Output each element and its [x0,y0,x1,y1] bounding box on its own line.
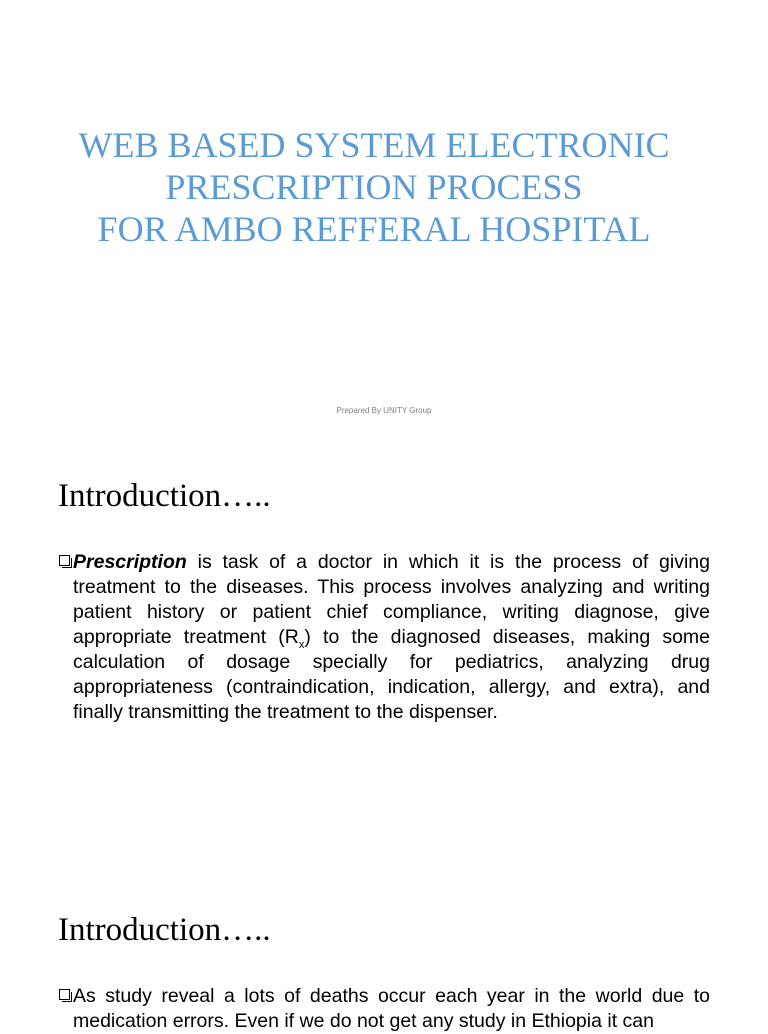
checkbox-square-icon [59,555,70,566]
bullet-paragraph [58,984,710,1034]
paragraph-text-part-2: ) to the diagnosed diseases, making some calculation of dosage specially for pediatrics, analyzing drug appropriateness (contraindication, indication, allergy, and extra), and finally transmitting the treatment to the dispenser. [73,626,711,723]
paragraph-text-part-1: is task of a doctor in which it is the process of giving treatment to the diseases. This process involves analyzing and writing patient history or patient chief compliance, writing diagnose, give appropriate treatment (R [73,551,710,648]
title-line-1: WEB BASED SYSTEM ELECTRONIC [78,125,670,165]
title-line-3: FOR AMBO REFFERAL HOSPITAL [97,209,651,249]
subscript-x: x [298,638,305,651]
slide-heading: Introduction….. [58,478,271,514]
presentation-title [0,124,748,250]
slide-heading: Introduction….. [58,912,271,948]
introduction-slide-1 [0,450,768,890]
prepared-by-text: Prepared By UNITY Group [336,406,432,415]
bullet-paragraph [58,550,710,725]
key-term: Prescription [73,551,187,573]
title-line-2: PRESCRIPTION PROCESS [165,167,583,207]
title-slide [0,0,768,450]
checkbox-square-icon [59,989,70,1000]
introduction-slide-2 [0,890,768,1032]
paragraph-text: As study reveal a lots of deaths occur each year in the world due to medication errors. Even if we do not get any study in Ethiopia it can [73,985,710,1032]
